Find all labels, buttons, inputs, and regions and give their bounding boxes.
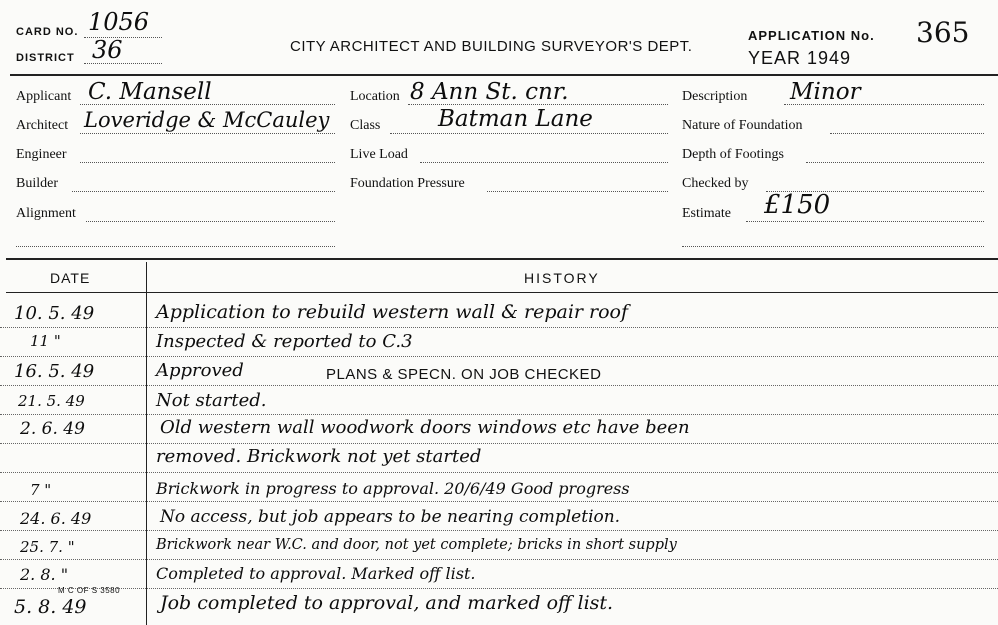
- history-row-text: Approved: [156, 360, 244, 381]
- history-row-date: 25. 7. ": [20, 538, 75, 556]
- year-label: YEAR 1949: [748, 48, 852, 68]
- row-line-3: [0, 385, 998, 386]
- history-top-rule: [6, 258, 998, 260]
- nature-of-foundation-line: [830, 133, 984, 134]
- row-line-5: [0, 443, 998, 444]
- card-no-label: CARD NO.: [16, 26, 79, 38]
- district-value: 36: [92, 36, 123, 64]
- history-row-text: Brickwork near W.C. and door, not yet complete; bricks in short supply: [156, 537, 677, 553]
- application-label: APPLICATION No.: [748, 28, 875, 43]
- row-line-4: [0, 414, 998, 415]
- row-line-10: [0, 588, 998, 589]
- district-line: [84, 63, 162, 64]
- department-title: CITY ARCHITECT AND BUILDING SURVEYOR'S DEPT.: [290, 38, 693, 55]
- application-number: 365: [916, 16, 970, 49]
- card-no-value: 1056: [88, 8, 150, 36]
- header-rule: [10, 74, 998, 76]
- history-row-text: Job completed to approval, and marked off list.: [160, 592, 614, 614]
- history-row-date: 21. 5. 49: [18, 392, 85, 410]
- class-label: Class: [350, 118, 381, 133]
- depth-of-footings-line: [806, 162, 984, 163]
- history-row-text: Brickwork in progress to approval. 20/6/49 Good progress: [156, 479, 630, 498]
- history-row-text: Old western wall woodwork doors windows etc have been: [160, 417, 690, 438]
- history-row-date: 2. 8. ": [20, 565, 69, 584]
- history-row-text: Inspected & reported to C.3: [156, 331, 413, 352]
- live-load-line: [420, 162, 668, 163]
- foundation-pressure-line: [487, 191, 668, 192]
- engineer-label: Engineer: [16, 147, 67, 162]
- row-line-8: [0, 530, 998, 531]
- location-value: 8 Ann St. cnr.: [410, 79, 569, 105]
- history-row-text: No access, but job appears to be nearing completion.: [160, 507, 621, 527]
- row-line-7: [0, 501, 998, 502]
- history-row-date: 2. 6. 49: [20, 419, 85, 439]
- history-header: HISTORY: [524, 270, 600, 286]
- extra-line-2: [682, 246, 984, 247]
- class-line: [390, 133, 668, 134]
- history-row-date: 11 ": [30, 332, 61, 350]
- architect-line: [80, 133, 335, 134]
- history-row-text: Application to rebuild western wall & repair roof: [156, 301, 629, 323]
- history-header-rule: [6, 292, 998, 293]
- alignment-label: Alignment: [16, 206, 76, 221]
- architect-label: Architect: [16, 118, 69, 133]
- builder-line: [72, 191, 335, 192]
- architect-value: Loveridge & McCauley: [84, 108, 330, 132]
- foundation-pressure-label: Foundation Pressure: [350, 176, 465, 191]
- engineer-line: [80, 162, 335, 163]
- applicant-line: [80, 104, 335, 105]
- row-line-9: [0, 559, 998, 560]
- estimate-value: £150: [764, 190, 831, 220]
- estimate-line: [746, 221, 984, 222]
- depth-of-footings-label: Depth of Footings: [682, 147, 784, 162]
- date-header: DATE: [50, 270, 91, 286]
- applicant-label: Applicant: [16, 89, 72, 104]
- class-value: Batman Lane: [438, 106, 593, 132]
- live-load-label: Live Load: [350, 147, 408, 162]
- alignment-line: [86, 221, 335, 222]
- history-row-date: 10. 5. 49: [14, 303, 95, 324]
- location-line: [408, 104, 668, 105]
- location-label: Location: [350, 89, 400, 104]
- history-row-text: removed. Brickwork not yet started: [156, 446, 482, 467]
- approval-stamp: PLANS & SPECN. ON JOB CHECKED: [326, 366, 602, 383]
- form-code: M C OF S 3580: [58, 586, 121, 595]
- history-row-date: 5. 8. 49: [14, 596, 87, 618]
- description-label: Description: [682, 89, 748, 104]
- history-row-text: Not started.: [156, 390, 267, 411]
- row-line-1: [0, 327, 998, 328]
- description-value: Minor: [790, 79, 861, 105]
- history-row-date: 7 ": [30, 481, 52, 499]
- history-row-date: 16. 5. 49: [14, 361, 95, 382]
- checked-by-label: Checked by: [682, 176, 749, 191]
- nature-of-foundation-label: Nature of Foundation: [682, 118, 803, 133]
- estimate-label: Estimate: [682, 206, 731, 221]
- history-row-date: 24. 6. 49: [20, 509, 92, 528]
- district-label: DISTRICT: [16, 52, 75, 64]
- description-line: [784, 104, 984, 105]
- applicant-value: C. Mansell: [88, 79, 212, 105]
- history-row-text: Completed to approval. Marked off list.: [156, 564, 476, 583]
- builder-label: Builder: [16, 176, 58, 191]
- row-line-6: [0, 472, 998, 473]
- row-line-2: [0, 356, 998, 357]
- extra-line-1: [16, 246, 335, 247]
